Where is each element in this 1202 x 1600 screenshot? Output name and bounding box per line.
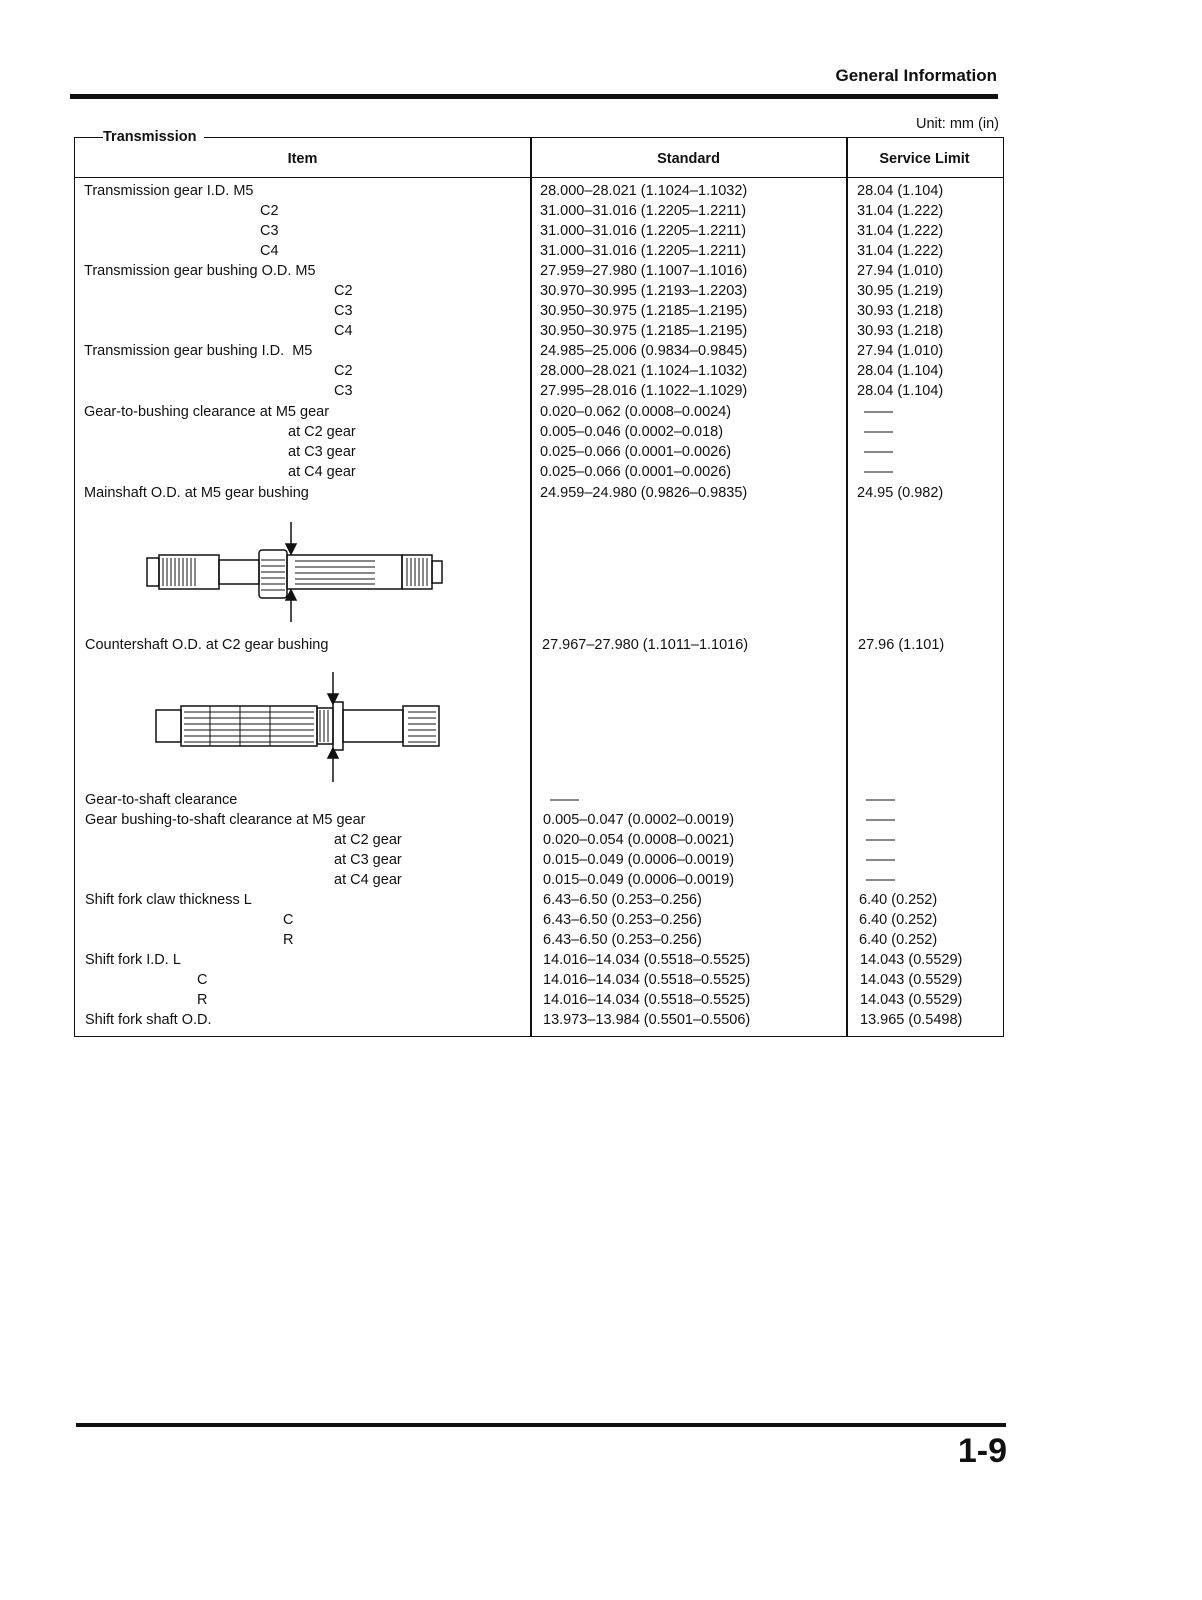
mainshaft-diagram xyxy=(145,520,450,625)
column-header-service-limit: Service Limit xyxy=(879,151,970,167)
standard-cell: 28.000–28.021 (1.1024–1.1032) xyxy=(540,363,748,379)
standard-cell: 0.015–0.049 (0.0006–0.0019) xyxy=(543,872,735,888)
service-limit-cell: —— xyxy=(866,852,895,868)
item-cell: at C4 gear xyxy=(334,872,402,888)
column-divider-1 xyxy=(530,137,532,1036)
service-limit-cell: 31.04 (1.222) xyxy=(857,223,944,239)
item-cell: C4 xyxy=(260,243,279,259)
standard-cell: 0.015–0.049 (0.0006–0.0019) xyxy=(543,852,735,868)
item-cell: C xyxy=(283,912,294,928)
service-limit-cell: 24.95 (0.982) xyxy=(857,485,944,501)
item-cell: R xyxy=(197,992,208,1008)
item-cell: at C3 gear xyxy=(288,444,356,460)
item-cell: Transmission gear bushing I.D. M5 xyxy=(84,343,313,359)
page-number: 1-9 xyxy=(957,1432,1007,1470)
item-cell: at C2 gear xyxy=(288,424,356,440)
item-cell: C3 xyxy=(334,303,353,319)
standard-cell: 14.016–14.034 (0.5518–0.5525) xyxy=(543,972,751,988)
service-limit-cell: 6.40 (0.252) xyxy=(859,932,938,948)
standard-cell: 0.005–0.047 (0.0002–0.0019) xyxy=(543,812,735,828)
standard-cell: 31.000–31.016 (1.2205–1.2211) xyxy=(540,203,747,219)
item-cell: Transmission gear I.D. M5 xyxy=(84,183,254,199)
column-divider-2 xyxy=(846,137,848,1036)
service-limit-cell: 27.94 (1.010) xyxy=(857,263,944,279)
service-limit-cell: 30.93 (1.218) xyxy=(857,303,944,319)
standard-cell: 14.016–14.034 (0.5518–0.5525) xyxy=(543,992,751,1008)
item-cell: Shift fork claw thickness L xyxy=(85,892,252,908)
standard-cell: 24.959–24.980 (0.9826–0.9835) xyxy=(540,485,748,501)
service-limit-cell: —— xyxy=(866,872,895,888)
standard-cell: 0.025–0.066 (0.0001–0.0026) xyxy=(540,444,732,460)
service-limit-cell: 6.40 (0.252) xyxy=(859,912,938,928)
standard-cell: 14.016–14.034 (0.5518–0.5525) xyxy=(543,952,751,968)
standard-cell: 28.000–28.021 (1.1024–1.1032) xyxy=(540,183,748,199)
item-cell: C xyxy=(197,972,208,988)
item-cell: Countershaft O.D. at C2 gear bushing xyxy=(85,637,329,653)
item-cell: Shift fork I.D. L xyxy=(85,952,181,968)
standard-cell: 0.025–0.066 (0.0001–0.0026) xyxy=(540,464,732,480)
item-cell: R xyxy=(283,932,294,948)
standard-cell: 30.970–30.995 (1.2193–1.2203) xyxy=(540,283,748,299)
standard-cell: —— xyxy=(550,792,579,808)
item-cell: Gear-to-bushing clearance at M5 gear xyxy=(84,404,330,420)
service-limit-cell: 30.95 (1.219) xyxy=(857,283,944,299)
standard-cell: 0.020–0.054 (0.0008–0.0021) xyxy=(543,832,735,848)
item-cell: at C4 gear xyxy=(288,464,356,480)
section-label: Transmission xyxy=(103,129,204,145)
service-limit-cell: 31.04 (1.222) xyxy=(857,203,944,219)
service-limit-cell: —— xyxy=(866,812,895,828)
service-limit-cell: —— xyxy=(864,464,893,480)
item-cell: Gear-to-shaft clearance xyxy=(85,792,238,808)
standard-cell: 30.950–30.975 (1.2185–1.2195) xyxy=(540,303,748,319)
page-header-title: General Information xyxy=(835,66,997,85)
column-header-item: Item xyxy=(287,151,318,167)
countershaft-diagram xyxy=(150,670,450,785)
item-cell: Transmission gear bushing O.D. M5 xyxy=(84,263,316,279)
service-limit-cell: —— xyxy=(864,424,893,440)
standard-cell: 27.967–27.980 (1.1011–1.1016) xyxy=(542,637,749,653)
standard-cell: 31.000–31.016 (1.2205–1.2211) xyxy=(540,243,747,259)
standard-cell: 27.959–27.980 (1.1007–1.1016) xyxy=(540,263,748,279)
item-cell: C3 xyxy=(334,383,353,399)
service-limit-cell: —— xyxy=(864,404,893,420)
standard-cell: 13.973–13.984 (0.5501–0.5506) xyxy=(543,1012,751,1028)
standard-cell: 30.950–30.975 (1.2185–1.2195) xyxy=(540,323,748,339)
service-limit-cell: 27.96 (1.101) xyxy=(858,637,945,653)
standard-cell: 27.995–28.016 (1.1022–1.1029) xyxy=(540,383,748,399)
item-cell: C3 xyxy=(260,223,279,239)
item-cell: at C3 gear xyxy=(334,852,402,868)
item-cell: C4 xyxy=(334,323,353,339)
service-limit-cell: —— xyxy=(866,792,895,808)
standard-cell: 6.43–6.50 (0.253–0.256) xyxy=(543,932,702,948)
service-limit-cell: 14.043 (0.5529) xyxy=(860,972,963,988)
item-cell: Gear bushing-to-shaft clearance at M5 gear xyxy=(85,812,366,828)
standard-cell: 6.43–6.50 (0.253–0.256) xyxy=(543,912,702,928)
item-cell: at C2 gear xyxy=(334,832,402,848)
service-limit-cell: 31.04 (1.222) xyxy=(857,243,944,259)
standard-cell: 6.43–6.50 (0.253–0.256) xyxy=(543,892,702,908)
standard-cell: 0.020–0.062 (0.0008–0.0024) xyxy=(540,404,732,420)
service-limit-cell: 14.043 (0.5529) xyxy=(860,952,963,968)
service-limit-cell: —— xyxy=(866,832,895,848)
column-header-standard: Standard xyxy=(657,151,720,167)
header-rule xyxy=(70,94,998,99)
service-limit-cell: —— xyxy=(864,444,893,460)
service-limit-cell: 28.04 (1.104) xyxy=(857,363,944,379)
footer-rule xyxy=(76,1423,1006,1427)
item-cell: C2 xyxy=(260,203,279,219)
service-limit-cell: 30.93 (1.218) xyxy=(857,323,944,339)
standard-cell: 31.000–31.016 (1.2205–1.2211) xyxy=(540,223,747,239)
service-limit-cell: 27.94 (1.010) xyxy=(857,343,944,359)
service-limit-cell: 28.04 (1.104) xyxy=(857,383,944,399)
unit-note: Unit: mm (in) xyxy=(916,116,999,132)
service-limit-cell: 13.965 (0.5498) xyxy=(860,1012,963,1028)
item-cell: Shift fork shaft O.D. xyxy=(85,1012,212,1028)
service-limit-cell: 14.043 (0.5529) xyxy=(860,992,963,1008)
service-limit-cell: 28.04 (1.104) xyxy=(857,183,944,199)
standard-cell: 0.005–0.046 (0.0002–0.018) xyxy=(540,424,724,440)
item-cell: C2 xyxy=(334,283,353,299)
service-limit-cell: 6.40 (0.252) xyxy=(859,892,938,908)
standard-cell: 24.985–25.006 (0.9834–0.9845) xyxy=(540,343,748,359)
item-cell: C2 xyxy=(334,363,353,379)
item-cell: Mainshaft O.D. at M5 gear bushing xyxy=(84,485,309,501)
